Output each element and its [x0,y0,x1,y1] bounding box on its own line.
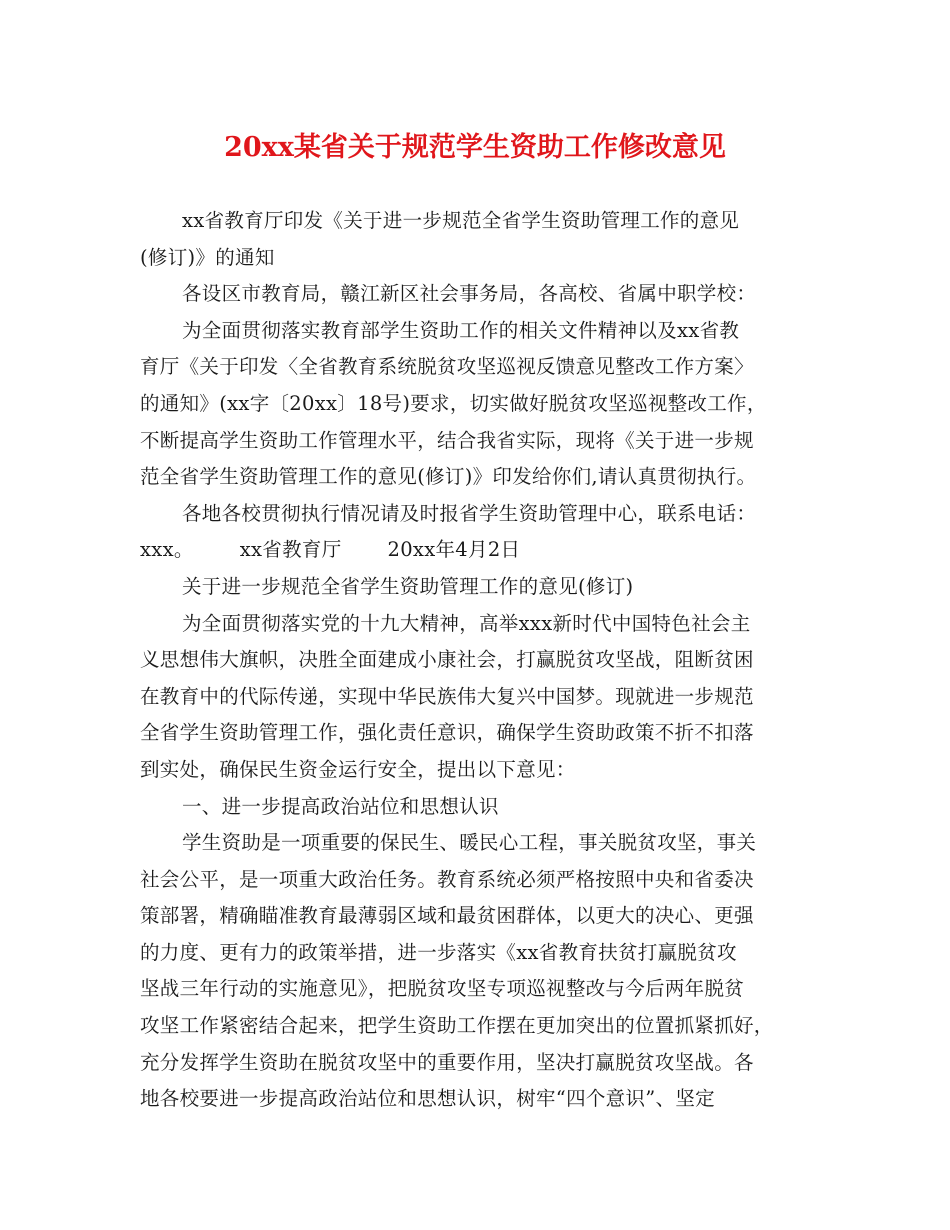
paragraph-line: 学生资助是一项重要的保民生、暖民心工程，事关脱贫攻坚，事关 [182,831,757,855]
paragraph-line: 坚战三年行动的实施意见》，把脱贫攻坚专项巡视整改与今后两年脱贫 [140,977,745,1001]
paragraph-line: 不断提高学生资助工作管理水平，结合我省实际，现将《关于进一步规 [140,428,754,452]
paragraph-line: 攻坚工作紧密结合起来，把学生资助工作摆在更加突出的位置抓紧抓好， [140,1014,774,1038]
section-heading: 一、进一步提高政治站位和思想认识 [182,794,499,818]
paragraph-line: 义思想伟大旗帜，决胜全面建成小康社会，打赢脱贫攻坚战，阻断贫困 [140,648,754,672]
document-title: 20xx某省关于规范学生资助工作修改意见 [224,132,726,163]
issue-date: 20xx年4月2日 [387,538,521,562]
paragraph-line: 范全省学生资助管理工作的意见(修订)》印发给你们,请认真贯彻执行。 [140,465,757,489]
contact-phone: xxx。 [140,538,194,562]
paragraph-line: 为全面贯彻落实教育部学生资助工作的相关文件精神以及xx省教 [182,318,740,342]
paragraph-line: (修订)》的通知 [140,245,275,269]
section-heading: 关于进一步规范全省学生资助管理工作的意见(修订) [182,574,634,598]
paragraph-line: 各地各校贯彻执行情况请及时报省学生资助管理中心，联系电话： [182,501,757,525]
paragraph-line: 育厅《关于印发〈全省教育系统脱贫攻坚巡视反馈意见整改工作方案〉 [140,355,754,379]
paragraph-line: 的通知》(xx字〔20xx〕18号)要求，切实做好脱贫攻坚巡视整改工作， [140,391,767,415]
paragraph-line: 的力度、更有力的政策举措，进一步落实《xx省教育扶贫打赢脱贫攻 [140,940,737,964]
paragraph-line: 策部署，精确瞄准教育最薄弱区域和最贫困群体，以更大的决心、更强 [140,904,754,928]
paragraph-line: 地各校要进一步提高政治站位和思想认识，树牢“四个意识”、坚定 [140,1087,715,1111]
paragraph-line: 全省学生资助管理工作，强化责任意识，确保学生资助政策不折不扣落 [140,721,754,745]
paragraph-line: 为全面贯彻落实党的十九大精神，高举xxx新时代中国特色社会主 [182,611,751,635]
document-body [140,203,820,1118]
signoff-line [140,532,820,569]
paragraph-line: 社会公平，是一项重大政治任务。教育系统必须严格按照中央和省委决 [140,867,754,891]
paragraph-line: 到实处，确保民生资金运行安全，提出以下意见： [140,757,576,781]
paragraph-line: 充分发挥学生资助在脱贫攻坚中的重要作用，坚决打赢脱贫攻坚战。各 [140,1050,754,1074]
paragraph-line: 各设区市教育局，赣江新区社会事务局，各高校、省属中职学校： [182,282,757,306]
paragraph-line: 在教育中的代际传递，实现中华民族伟大复兴中国梦。现就进一步规范 [140,684,754,708]
issuer-name: xx省教育厅 [239,538,342,562]
paragraph-line: xx省教育厅印发《关于进一步规范全省学生资助管理工作的意见 [182,209,740,232]
